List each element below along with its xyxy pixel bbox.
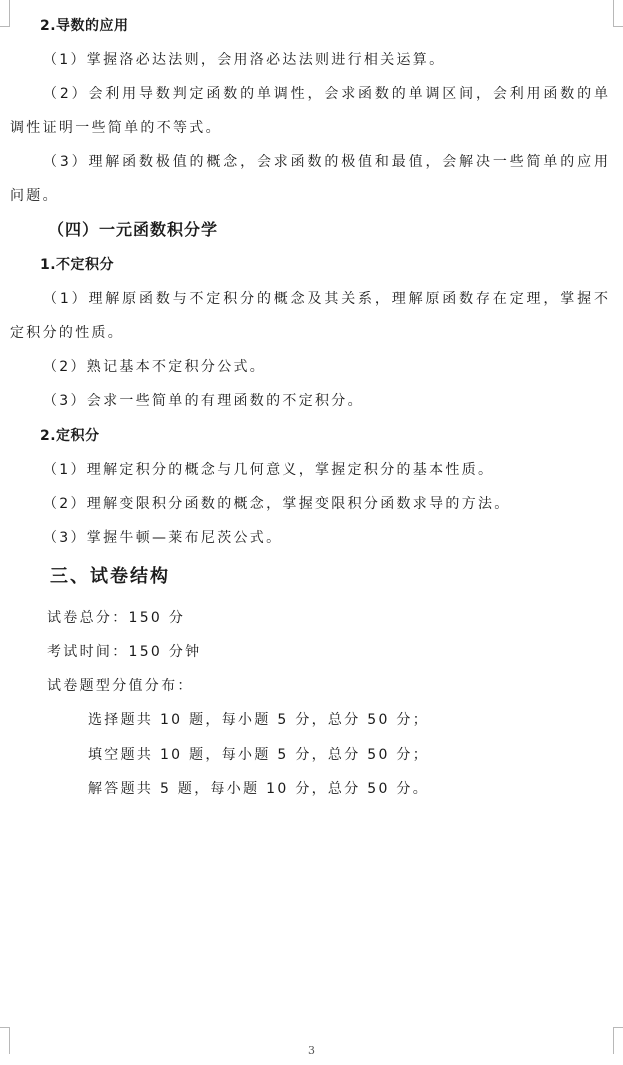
question-type-multiple-choice: 选择题共 10 题，每小题 5 分，总分 50 分； <box>88 712 430 728</box>
definite-integral-heading: 2.定积分 <box>40 428 100 444</box>
exam-structure-heading: 三、试卷结构 <box>50 566 170 587</box>
indefinite-item-2: （2）熟记基本不定积分公式。 <box>43 359 267 375</box>
crop-mark-top-right <box>613 0 623 27</box>
definite-item-1: （1）理解定积分的概念与几何意义，掌握定积分的基本性质。 <box>43 462 495 478</box>
applications-item-3-line-2: 问题。 <box>10 188 59 204</box>
integral-section-heading: （四）一元函数积分学 <box>48 220 219 239</box>
question-type-fill-blank: 填空题共 10 题，每小题 5 分，总分 50 分； <box>88 747 430 763</box>
definite-item-3: （3）掌握牛顿—莱布尼茨公式。 <box>43 530 283 546</box>
question-type-problem-solving: 解答题共 5 题，每小题 10 分，总分 50 分。 <box>88 781 430 797</box>
crop-mark-top-left <box>0 0 10 27</box>
score-distribution-label: 试卷题型分值分布： <box>47 678 194 694</box>
applications-item-3-line-1: （3）理解函数极值的概念，会求函数的极值和最值，会解决一些简单的应用 <box>43 154 611 170</box>
total-score: 试卷总分：150 分 <box>47 610 186 626</box>
page-number: 3 <box>308 1044 315 1057</box>
indefinite-item-1-line-2: 定积分的性质。 <box>10 325 125 341</box>
indefinite-item-1-line-1: （1）理解原函数与不定积分的概念及其关系，理解原函数存在定理，掌握不 <box>43 291 611 307</box>
indefinite-item-3: （3）会求一些简单的有理函数的不定积分。 <box>43 393 364 409</box>
applications-item-2-line-1: （2）会利用导数判定函数的单调性，会求函数的单调区间，会利用函数的单 <box>43 86 611 102</box>
applications-item-1: （1）掌握洛必达法则，会用洛必达法则进行相关运算。 <box>43 52 446 68</box>
exam-time: 考试时间：150 分钟 <box>47 644 202 660</box>
applications-item-2-line-2: 调性证明一些简单的不等式。 <box>10 120 222 136</box>
applications-heading: 2.导数的应用 <box>40 18 129 34</box>
indefinite-integral-heading: 1.不定积分 <box>40 257 115 273</box>
definite-item-2: （2）理解变限积分函数的概念，掌握变限积分函数求导的方法。 <box>43 496 511 512</box>
